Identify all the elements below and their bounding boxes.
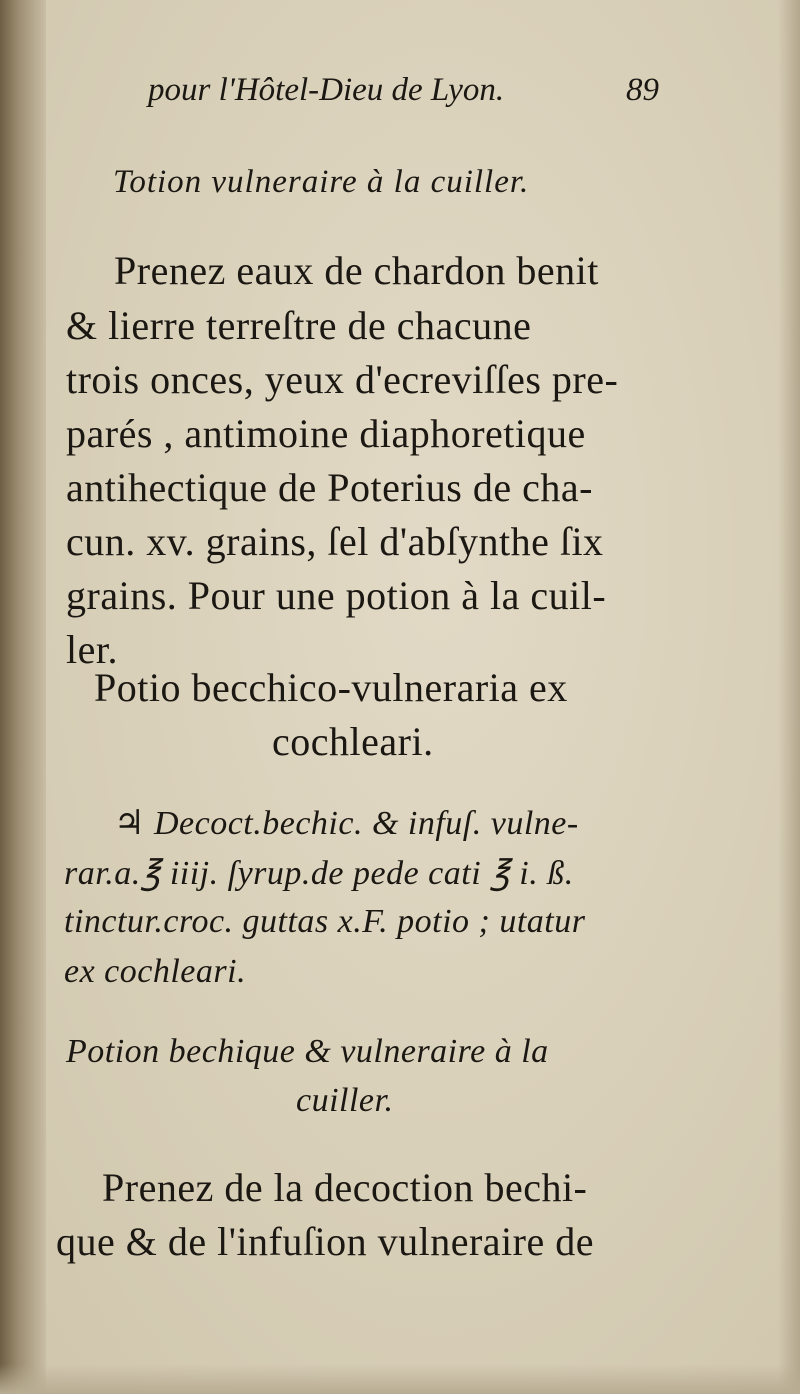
text-line: ler. — [66, 627, 118, 672]
running-title: pour l'Hôtel-Dieu de Lyon. — [148, 72, 505, 108]
text-line: & lierre terreſtre de chacune — [66, 303, 532, 348]
title-line: cochleari. — [272, 719, 434, 764]
title-line: Potio becchico-vulneraria ex — [94, 665, 568, 710]
text-line: tinctur.croc. guttas x.F. potio ; utatur — [64, 903, 586, 940]
text-line: ♃ Decoct.bechic. & infuſ. vulne- — [114, 805, 579, 842]
text-line: que & de l'infuſion vulneraire de — [56, 1219, 594, 1264]
text-line: Prenez de la decoction bechi- — [102, 1165, 588, 1210]
text-line: cun. xv. grains, ſel d'abſynthe ſix — [66, 519, 604, 564]
page-number: 89 — [626, 72, 659, 108]
text-line: ex cochleari. — [64, 953, 247, 990]
page-right-edge — [778, 0, 800, 1394]
text-line: trois onces, yeux d'ecreviſſes pre- — [66, 357, 619, 402]
title-line: Potion bechique & vulneraire à la — [66, 1033, 549, 1070]
recipe-title-french-1: Totion vulneraire à la cuiller. — [113, 164, 530, 200]
text-line: Prenez eaux de chardon benit — [114, 248, 599, 293]
text-line: parés , antimoine diaphoretique — [66, 411, 586, 456]
text-line: antihectique de Poterius de cha- — [66, 465, 593, 510]
text-line: grains. Pour une potion à la cuil- — [66, 573, 607, 618]
text-line: rar.a.℥ iiij. ſyrup.de pede cati ℥ i. ß. — [64, 855, 574, 892]
title-line: cuiller. — [296, 1082, 394, 1119]
page-gutter-shadow — [0, 0, 46, 1394]
page-bottom-edge — [0, 1364, 800, 1394]
